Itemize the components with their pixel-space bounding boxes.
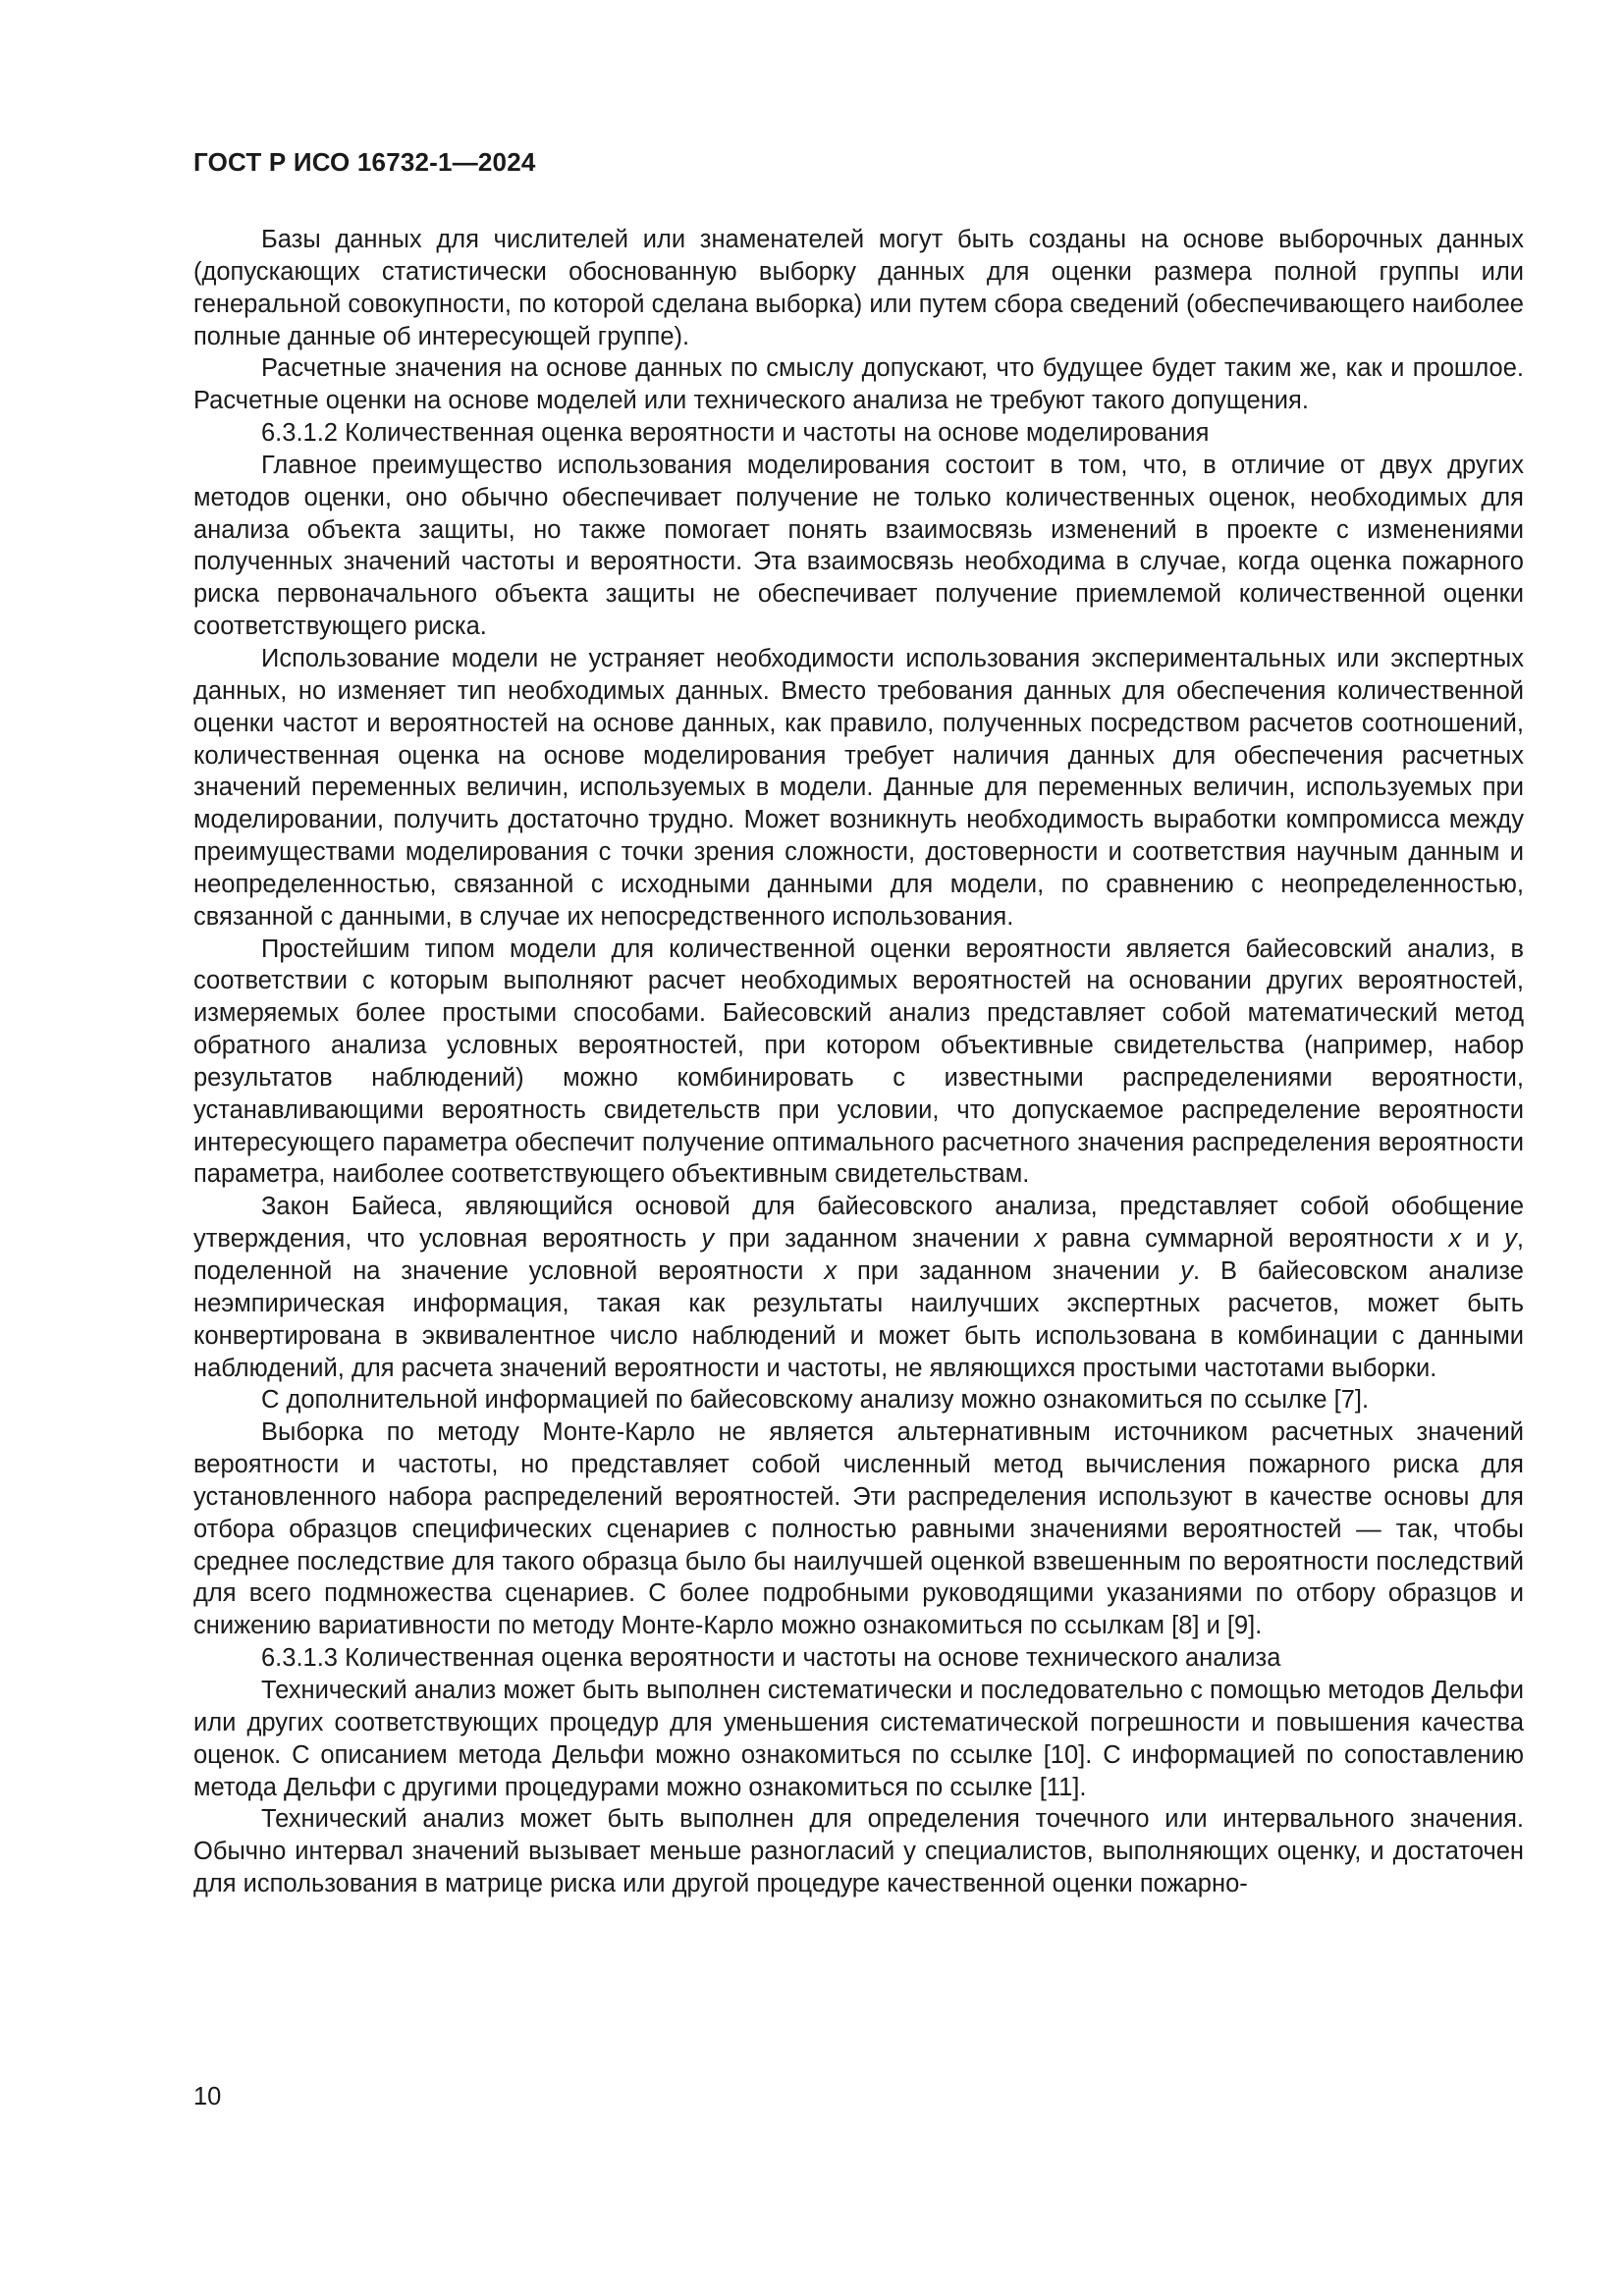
variable-x: x <box>824 1257 838 1285</box>
variable-x: x <box>1448 1225 1462 1254</box>
paragraph-delphi-method: Технический анализ может быть выполнен систематически и последовательно с помощью методов Дельфи или других соответствующих процедур для уменьшения систематической погрешности и повышения качества оценок. С описанием метода Дельфи можно ознакомиться по ссылке [10]. С информацией по сопоставлению метода Дельфи с другими процедурами можно ознакомиться по ссылке [11]. <box>193 1676 1524 1801</box>
document-body <box>193 224 1524 1900</box>
paragraph-modeling-advantage: Главное преимущество использования моделирования состоит в том, что, в отличие от двух других методов оценки, оно обычно обеспечивает получение не только количественных оценок, необходимых для анализа объекта защиты, но также помогает понять взаимосвязь изменений в проекте с изменениями полученных значений частоты и вероятности. Эта взаимосвязь необходима в случае, когда оценка пожарного риска первоначального объекта защиты не обеспечивает получение приемлемой количественной оценки соответствующего риска. <box>193 451 1524 641</box>
text-run: и <box>1461 1225 1505 1254</box>
paragraph-model-data: Использование модели не устраняет необходимости использования экспериментальных или экспертных данных, но изменяет тип необходимых данных. Вместо требования данных для обеспечения количественной оценки частот и вероятностей на основе данных, как правило, полученных посредством расчетов соотношений, количественная оценка на основе моделирования требует наличия данных для обеспечения расчетных значений переменных величин, используемых в модели. Данные для переменных величин, используемых при моделировании, получить достаточно трудно. Может возникнуть необходимость выработки компромисса между преимуществами моделирования с точки зрения сложности, достоверности и соответствия научным данным и неопределенностью, связанной с исходными данными для модели, по сравнению с неопределенностью, связанной с данными, в случае их непосредственного использования. <box>193 644 1524 931</box>
section-heading-6-3-1-3: 6.3.1.3 Количественная оценка вероятности и частоты на основе технического анализа <box>261 1644 1281 1673</box>
text-run: Закон Байеса, являющийся основой для байесовского анализа, представляет собой обобщение утверждения, что условная вероятность <box>193 1193 1524 1254</box>
text-run: , поделенной на значение условной вероятности <box>193 1225 1524 1285</box>
text-run: . В байесовском анализе неэмпирическая информация, такая как результаты наилучших экспертных расчетов, может быть конвертирована в эквивалентное число наблюдений и может быть использована в комбинации с данными наблюдений, для расчета значений вероятности и частоты, не являющихся простыми частотами выборки. <box>193 1257 1524 1382</box>
text-run: при заданном значении <box>837 1257 1181 1285</box>
paragraph-databases: Базы данных для числителей или знаменателей могут быть созданы на основе выборочных данных (допускающих статистически обоснованную выборку данных для оценки размера полной группы или генеральной совокупности, по которой сделана выборка) или путем сбора сведений (обеспечивающего наиболее полные данные об интересующей группе). <box>193 226 1524 350</box>
text-run: равна суммарной вероятности <box>1047 1225 1449 1254</box>
variable-y: y <box>1180 1257 1193 1285</box>
paragraph-bayes-reference: С дополнительной информацией по байесовскому анализу можно ознакомиться по ссылке [7]. <box>261 1386 1370 1415</box>
variable-x: x <box>1034 1225 1048 1254</box>
paragraph-bayes-law <box>193 1191 1524 1384</box>
paragraph-calculated-values: Расчетные значения на основе данных по смыслу допускают, что будущее будет таким же, как и прошлое. Расчетные оценки на основе моделей или технического анализа не требуют такого допущения. <box>193 354 1524 415</box>
document-header: ГОСТ Р ИСО 16732-1—2024 <box>193 147 536 177</box>
variable-y: y <box>1504 1225 1517 1254</box>
section-heading-6-3-1-2: 6.3.1.2 Количественная оценка вероятности и частоты на основе моделирования <box>261 419 1210 448</box>
paragraph-monte-carlo: Выборка по методу Монте-Карло не является альтернативным источником расчетных значений вероятности и частоты, но представляет собой численный метод вычисления пожарного риска для установленного набора распределений вероятностей. Эти распределения используют в качестве основы для отбора образцов специфических сценариев с полностью равными значениями вероятностей — так, чтобы среднее последствие для такого образца было бы наилучшей оценкой взвешенным по вероятности последствий для всего подмножества сценариев. С более подробными руководящими указаниями по отбору образцов и снижению вариативности по методу Монте-Карло можно ознакомиться по ссылкам [8] и [9]. <box>193 1418 1524 1640</box>
page-number: 10 <box>193 2083 222 2110</box>
paragraph-bayesian-analysis: Простейшим типом модели для количественной оценки вероятности является байесовский анализ, в соответствии с которым выполняют расчет необходимых вероятностей на основании других вероятностей, измеряемых более простыми способами. Байесовский анализ представляет собой математический метод обратного анализа условных вероятностей, при котором объективные свидетельства (например, набор результатов наблюдений) можно комбинировать с известными распределениями вероятности, устанавливающими вероятность свидетельств при условии, что допускаемое распределение вероятности интересующего параметра обеспечит получение оптимального расчетного значения распределения вероятности параметра, наиболее соответствующего объективным свидетельствам. <box>193 934 1524 1189</box>
text-run: при заданном значении <box>714 1225 1035 1254</box>
paragraph-interval-value: Технический анализ может быть выполнен для определения точечного или интервального значения. Обычно интервал значений вызывает меньше разногласий у специалистов, выполняющих оценку, и достаточен для использования в матрице риска или другой процедуре качественной оценки пожарно- <box>193 1805 1524 1898</box>
variable-y: y <box>701 1225 715 1254</box>
